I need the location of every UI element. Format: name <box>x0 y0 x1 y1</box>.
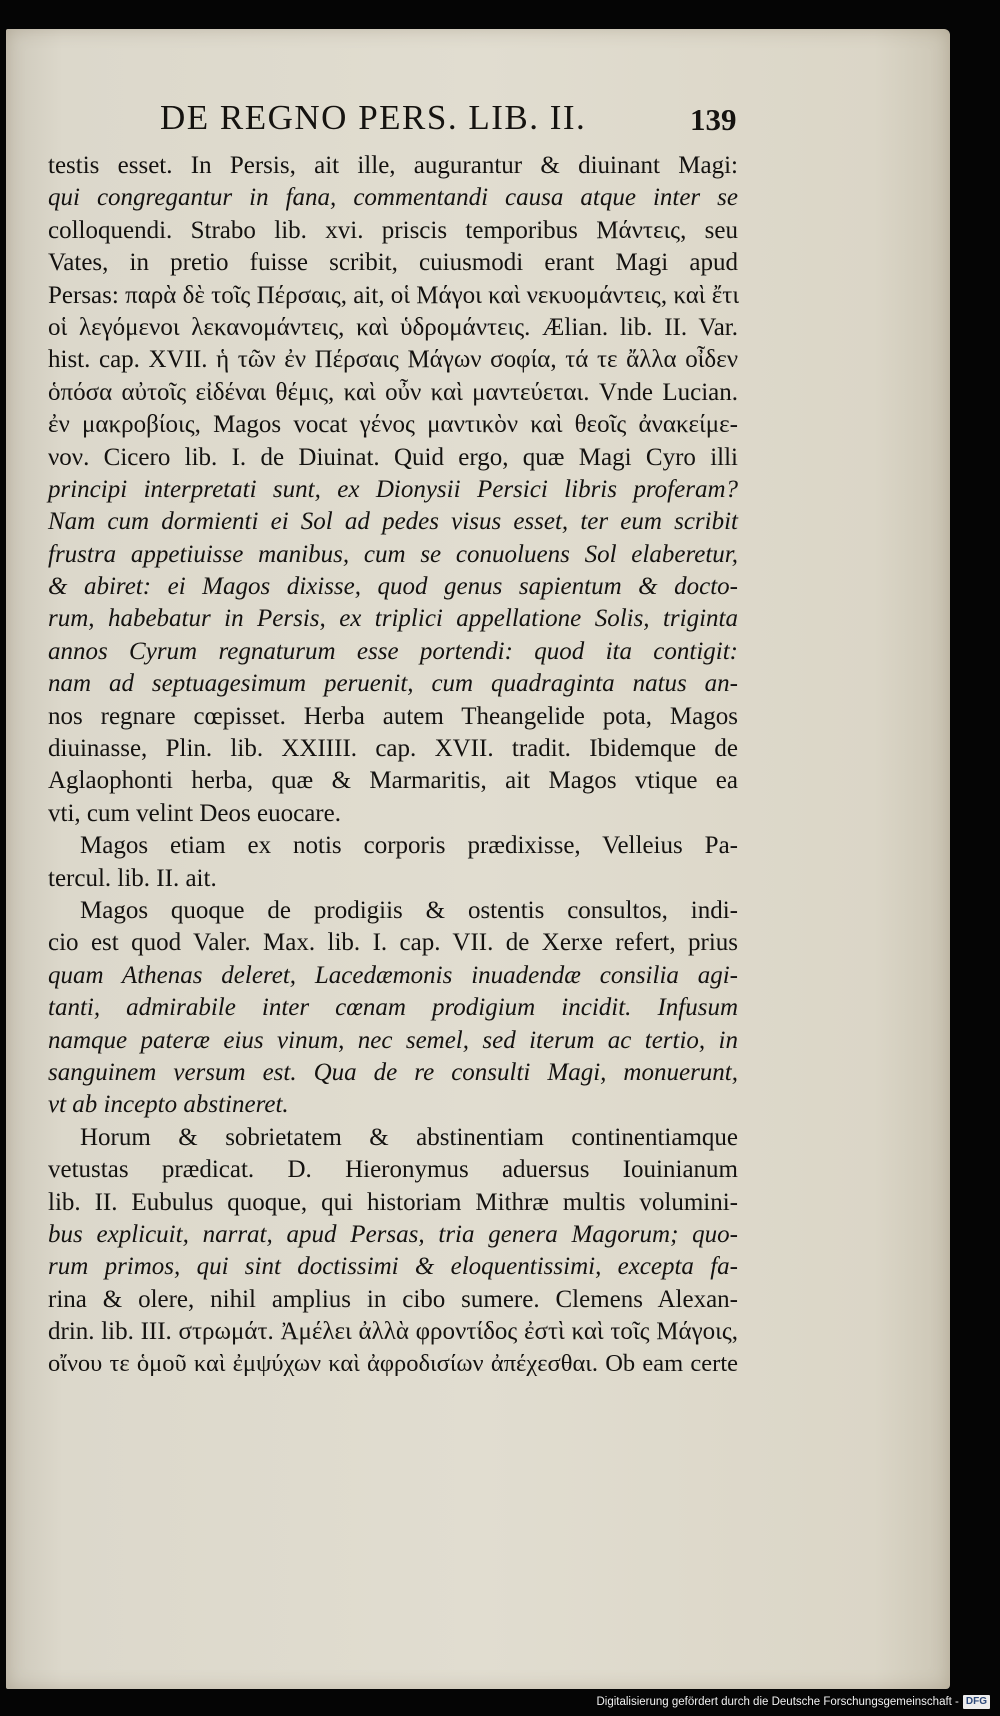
text-line: rum primos, qui sint doctissimi & eloquentissimi, excepta fa- <box>48 1253 738 1281</box>
text-line: lib. II. Eubulus quoque, qui historiam Mithræ multis volumini- <box>48 1188 738 1216</box>
text-line: Horum & sobrietatem & abstinentiam continentiamque <box>80 1123 738 1151</box>
text-line: rina & olere, nihil amplius in cibo sumere. Clemens Alexan- <box>48 1285 738 1313</box>
digitization-credit <box>596 1693 990 1710</box>
text-line: principi interpretati sunt, ex Dionysii Persici libris proferam? <box>48 475 738 503</box>
text-line: Persas: παρὰ δὲ τοῖς Πέρσαις, ait, οἱ Μάγοι καὶ νεκυομάντεις, καὶ ἔτι <box>48 281 740 309</box>
text-line: bus explicuit, narrat, apud Persas, tria genera Magorum; quo- <box>48 1220 738 1248</box>
text-line: annos Cyrum regnaturum esse portendi: quod ita contigit: <box>48 637 738 665</box>
text-line: nam ad septuagesimum peruenit, cum quadraginta natus an- <box>48 670 738 698</box>
text-line: vti, cum velint Deos euocare. <box>48 799 341 827</box>
running-head: DE REGNO PERS. LIB. II. <box>160 98 587 137</box>
text-line: drin. lib. III. στρωμάτ. Ἀμέλει ἀλλὰ φροντίδος ἐστὶ καὶ τοῖς Μάγοις, <box>48 1318 738 1346</box>
text-line: tanti, admirabile inter cœnam prodigium incidit. Infusum <box>48 994 738 1022</box>
text-line: nos regnare cœpisset. Herba autem Theangelide pota, Magos <box>48 702 738 730</box>
credit-text: Digitalisierung gefördert durch die Deutsche Forschungsgemeinschaft - <box>596 1695 959 1708</box>
text-line: Magos etiam ex notis corporis prædixisse, Velleius Pa- <box>80 832 738 860</box>
text-line: οἱ λεγόμενοι λεκανομάντεις, καὶ ὑδρομάντεις. Ælian. lib. II. Var. <box>48 313 738 341</box>
text-line: cio est quod Valer. Max. lib. I. cap. VII. de Xerxe refert, prius <box>48 929 738 957</box>
text-line: νον. Cicero lib. I. de Diuinat. Quid ergo, quæ Magi Cyro illi <box>48 443 738 471</box>
text-line: colloquendi. Strabo lib. xvi. priscis temporibus Μάντεις, seu <box>48 216 738 244</box>
text-line: ὁπόσα αὐτοῖς εἰδέναι θέμις, καὶ οὖν καὶ μαντεύεται. Vnde Lucian. <box>48 378 738 406</box>
text-line: rum, habebatur in Persis, ex triplici appellatione Solis, triginta <box>48 605 738 633</box>
text-line: Nam cum dormienti ei Sol ad pedes visus esset, ter eum scribit <box>48 508 738 536</box>
text-line: Aglaophonti herba, quæ & Marmaritis, ait Magos vtique ea <box>48 767 738 795</box>
text-line: Vates, in pretio fuisse scribit, cuiusmodi erant Magi apud <box>48 249 738 277</box>
text-line: vetustas prædicat. D. Hieronymus aduersus Iouinianum <box>48 1156 738 1184</box>
text-line: ἐν μακροβίοις, Magos vocat γένος μαντικὸν καὶ θεοῖς ἀνακείμε- <box>48 411 738 439</box>
text-line: testis esset. In Persis, ait ille, augurantur & diuinant Magi: <box>48 152 738 179</box>
text-line: qui congregantur in fana, commentandi causa atque inter se <box>48 184 738 212</box>
text-line: & abiret: ei Magos dixisse, quod genus sapientum & docto- <box>48 573 738 601</box>
text-line: frustra appetiuisse manibus, cum se conuoluens Sol elaberetur, <box>48 540 738 568</box>
text-line: quam Athenas deleret, Lacedæmonis inuadendæ consilia agi- <box>48 961 738 989</box>
text-line: vt ab incepto abstineret. <box>48 1091 289 1119</box>
page-number: 139 <box>690 102 737 137</box>
text-line: namque pateræ eius vinum, nec semel, sed iterum ac tertio, in <box>48 1026 738 1054</box>
text-line: diuinasse, Plin. lib. XXIIII. cap. XVII. tradit. Ibidemque de <box>48 735 738 763</box>
text-line: sanguinem versum est. Qua de re consulti Magi, monuerunt, <box>48 1058 738 1086</box>
body-text <box>48 150 738 1381</box>
text-line: hist. cap. XVII. ἡ τῶν ἐν Πέρσαις Μάγων σοφία, τά τε ἄλλα οἶδεν <box>48 346 738 374</box>
dfg-logo: DFG <box>963 1695 990 1709</box>
text-line: οἴνου τε ὁμοῦ καὶ ἐμψύχων καὶ ἀφροδισίων ἀπέχεσθαι. Ob eam certe <box>48 1350 738 1378</box>
text-line: tercul. lib. II. ait. <box>48 864 217 892</box>
text-line: Magos quoque de prodigiis & ostentis consultos, indi- <box>80 896 738 924</box>
